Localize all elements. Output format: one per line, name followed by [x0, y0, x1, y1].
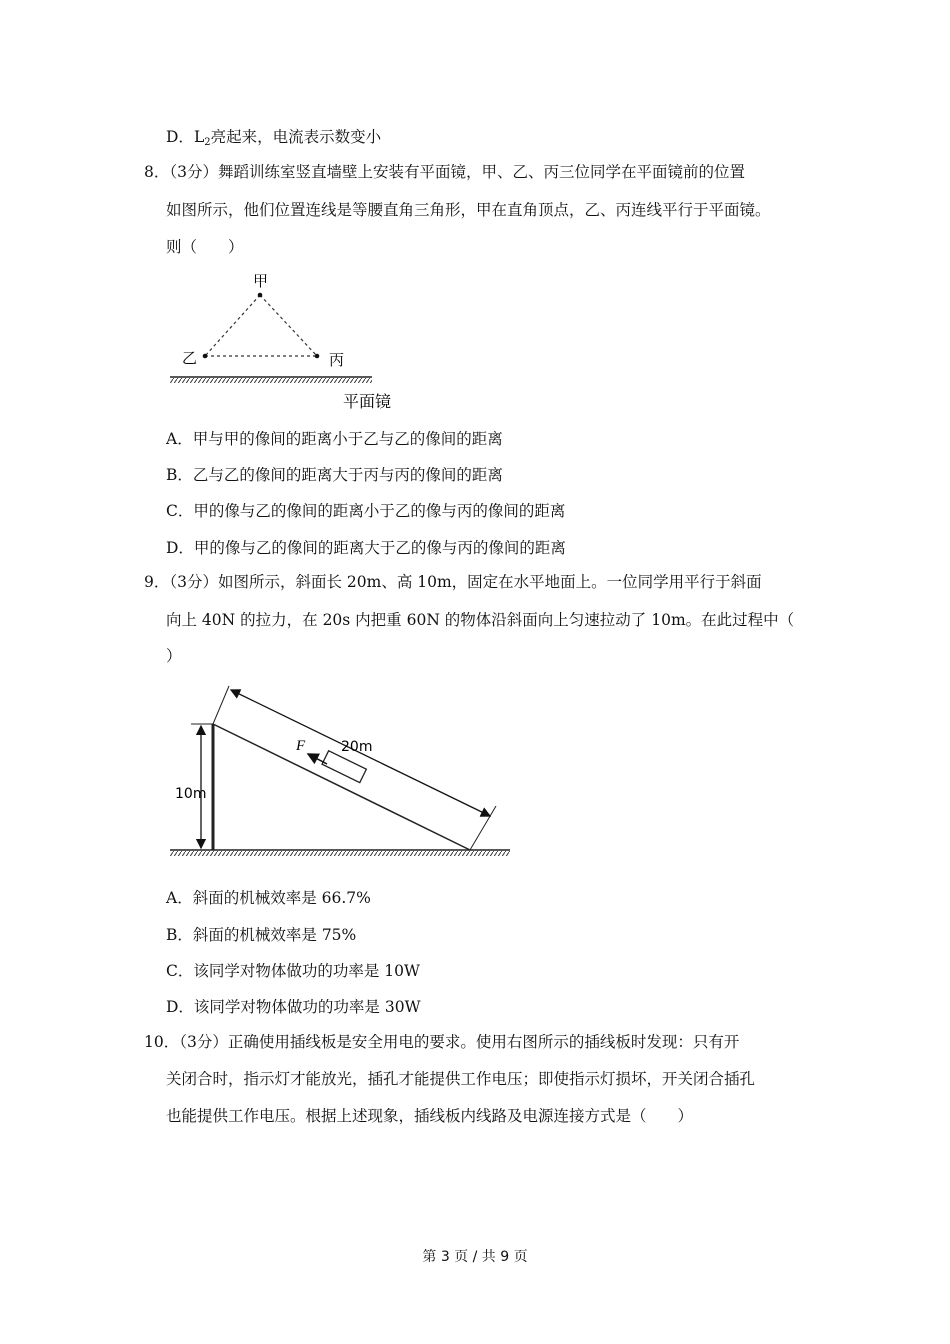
q10-number: 10．: [144, 1033, 180, 1051]
q8-option-c: C．甲的像与乙的像间的距离小于乙的像与丙的像间的距离: [166, 502, 566, 520]
q7-option-d-letter: D．: [166, 128, 194, 146]
mirror-hatching: [170, 378, 372, 383]
length-label: 20m: [341, 739, 373, 755]
q10-stem-line3: 也能提供工作电压。根据上述现象，插线板内线路及电源连接方式是（ ）: [166, 1107, 694, 1125]
q10-stem-line2: 关闭合时，指示灯才能放光，插孔才能提供工作电压；即使指示灯损坏，开关闭合插孔: [166, 1070, 756, 1088]
q9-option-d: D．该同学对物体做功的功率是 30W: [166, 998, 421, 1016]
point-yi: [203, 354, 208, 359]
ground-hatching: [170, 851, 510, 856]
q9-option-a: A．斜面的机械效率是 66.7%: [166, 889, 371, 907]
dashed-line-jia-yi: [205, 295, 260, 356]
q8-option-b: B．乙与乙的像间的距离大于丙与丙的像间的距离: [166, 466, 503, 484]
label-jia: 甲: [253, 272, 269, 290]
q10-stem-line1: [144, 1032, 739, 1052]
label-bing: 丙: [329, 351, 345, 369]
q9-option-b: B．斜面的机械效率是 75%: [166, 926, 357, 944]
q7-option-d-lamp: L: [193, 128, 205, 146]
label-yi: 乙: [182, 349, 198, 367]
q10-line1-text: （3分）正确使用插线板是安全用电的要求。使用右图所示的插线板时发现：只有开: [179, 1033, 740, 1051]
q7-option-d-text: 亮起来，电流表示数变小: [210, 128, 382, 146]
height-label: 10m: [175, 786, 207, 802]
q8-line1-text: （3分）舞蹈训练室竖直墙壁上安装有平面镜，甲、乙、丙三位同学在平面镜前的位置: [169, 163, 745, 181]
q9-stem-line2: 向上 40N 的拉力，在 20s 内把重 60N 的物体沿斜面向上匀速拉动了 10m。在此过程中（: [166, 611, 795, 629]
point-jia: [258, 293, 263, 298]
q8-stem-line2: 如图所示，他们位置连线是等腰直角三角形，甲在直角顶点，乙、丙连线平行于平面镜。: [166, 201, 771, 219]
force-label: F: [296, 738, 306, 754]
point-bing: [315, 354, 320, 359]
block-on-incline: [322, 751, 366, 783]
label-mirror: 平面镜: [343, 392, 392, 411]
q9-stem-line1: [144, 572, 762, 592]
q9-number: 9．: [144, 573, 170, 591]
q9-stem-line3: ）: [166, 647, 182, 665]
q8-number: 8．: [144, 163, 170, 181]
q8-option-a: A．甲与甲的像间的距离小于乙与乙的像间的距离: [166, 430, 503, 448]
page-footer: 第 3 页 / 共 9 页: [422, 1249, 528, 1265]
q9-incline-figure: [165, 678, 515, 863]
q7-option-d-subscript: 2: [204, 137, 211, 148]
q9-line1-text: （3分）如图所示，斜面长 20m、高 10m，固定在水平地面上。一位同学用平行于斜面: [169, 573, 762, 591]
q8-mirror-figure: [165, 265, 405, 415]
q8-option-d: D．甲的像与乙的像间的距离大于乙的像与丙的像间的距离: [166, 539, 566, 557]
q7-option-d: [166, 127, 381, 153]
extension-top: [213, 686, 229, 724]
q8-stem-line1: [144, 162, 745, 182]
q8-stem-line3: 则（ ）: [166, 238, 244, 256]
dashed-line-jia-bing: [260, 295, 317, 356]
q9-option-c: C．该同学对物体做功的功率是 10W: [166, 962, 420, 980]
